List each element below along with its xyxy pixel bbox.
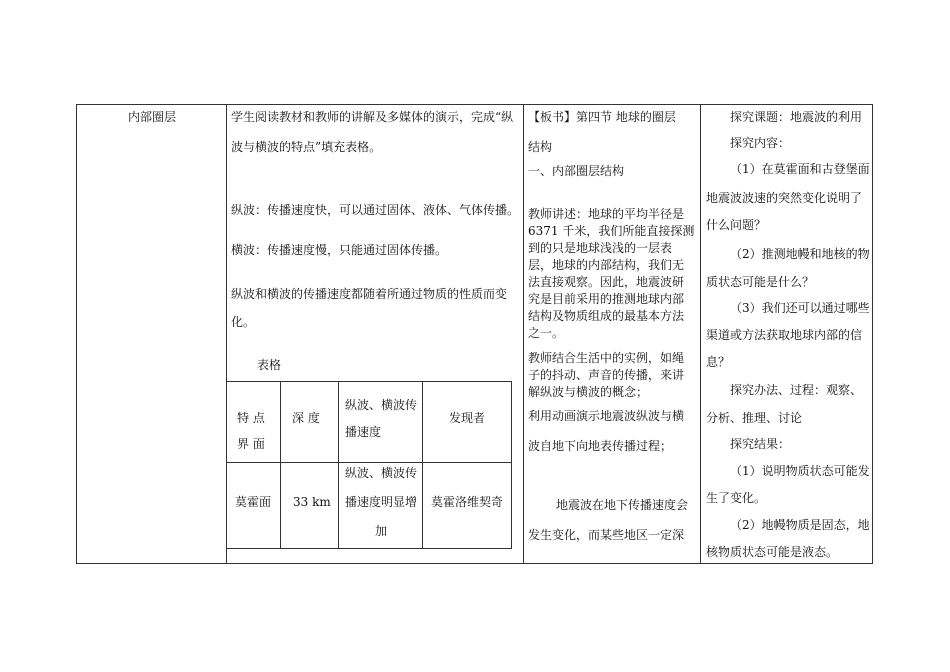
table-border-bottom (76, 563, 873, 564)
col3-line-7: 层，地球的内部结构，我们无 (528, 258, 685, 272)
col4-line-2: 探究内容： (730, 136, 791, 150)
col3-line-15: 利用动画演示地震波纵波与横 (528, 409, 685, 423)
col3-line-4: 教师讲述：地球的平均半径是 (528, 207, 685, 221)
table-cell-speed-1: 纵波、横波传 (345, 466, 418, 480)
col3-line-18: 发生变化，而某些地区一定深 (528, 528, 685, 542)
section-heading: 内部圈层 (128, 110, 177, 124)
col2-line-6: 化。 (231, 315, 256, 329)
table-cell-discoverer: 莫霍洛维契奇 (431, 495, 504, 509)
inner-table-bottom (226, 548, 512, 549)
col4-line-1: 探究课题：地震波的利用 (730, 110, 863, 124)
table-caption: 表格 (257, 358, 282, 372)
column-divider-3 (700, 104, 701, 564)
table-header-speed-1: 纵波、横波传 (345, 398, 418, 412)
inner-table-col-1 (280, 381, 281, 549)
col3-line-2: 结构 (528, 140, 553, 154)
col4-line-15: 生了变化。 (706, 491, 767, 505)
col4-line-4: 地震波波速的突然变化说明了 (706, 191, 863, 205)
col4-line-5: 什么问题？ (706, 218, 767, 232)
col2-line-4: 横波：传播速度慢，只能通过固体传播。 (231, 243, 448, 257)
col2-line-1: 学生阅读教材和教师的讲解及多媒体的演示，完成“纵 (231, 110, 514, 124)
col3-line-13: 子的抖动、声音的传播，来讲 (528, 368, 685, 382)
col4-line-13: 探究结果： (730, 437, 791, 451)
col3-line-14: 解纵波与横波的概念； (528, 385, 649, 399)
col3-line-16: 波自地下向地表传播过程； (528, 439, 673, 453)
col4-line-6: （2）推测地幔和地核的物 (730, 247, 870, 261)
col3-line-9: 究是目前采用的推测地球内部 (528, 292, 685, 306)
col3-line-1: 【板书】第四节 地球的圈层 (528, 110, 676, 124)
col3-line-5: 6371 千米，我们所能直接探测 (528, 224, 695, 238)
col4-line-9: 渠道或方法获取地球内部的信 (706, 328, 863, 342)
col4-line-11: 探究办法、过程：观察、 (730, 383, 863, 397)
col4-line-10: 息？ (706, 355, 731, 369)
table-header-feature: 特 点 (237, 411, 265, 425)
col4-line-14: （1）说明物质状态可能发 (730, 464, 870, 478)
col2-line-5: 纵波和横波的传播速度都随着所通过物质的性质而变 (231, 287, 508, 301)
col4-line-17: 核物质状态可能是液态。 (706, 545, 839, 559)
table-cell-interface: 莫霍面 (235, 495, 272, 509)
table-border-top (76, 104, 873, 105)
col3-line-6: 到的只是地球浅浅的一层表 (528, 241, 673, 255)
col3-line-3: 一、内部圈层结构 (528, 164, 625, 178)
table-header-interface: 界 面 (237, 437, 265, 451)
inner-table-top (226, 381, 512, 382)
col4-line-3: （1）在莫霍面和古登堡面 (730, 162, 870, 176)
col3-line-8: 法直接观察。因此，地震波研 (528, 275, 685, 289)
col4-line-7: 质状态可能是什么？ (706, 275, 815, 289)
col3-line-11: 之一。 (528, 326, 565, 340)
col2-line-3: 纵波：传播速度快，可以通过固体、液体、气体传播。 (231, 203, 520, 217)
col2-line-2: 波与横波的特点”填充表格。 (231, 140, 382, 154)
inner-table-right (511, 381, 512, 549)
table-cell-depth: 33 km (293, 495, 331, 509)
table-header-depth: 深 度 (292, 411, 320, 425)
col4-line-12: 分析、推理、讨论 (706, 411, 803, 425)
inner-table-col-3 (422, 381, 423, 549)
table-header-discoverer: 发现者 (449, 411, 486, 425)
inner-table-col-2 (338, 381, 339, 549)
table-border-left (76, 104, 77, 564)
column-divider-1 (226, 104, 227, 564)
col3-line-17: 地震波在地下传播速度会 (556, 498, 689, 512)
table-border-right (872, 104, 873, 564)
col3-line-10: 结构及物质组成的最基本方法 (528, 309, 685, 323)
col4-line-16: （2）地幔物质是固态，地 (730, 518, 870, 532)
table-cell-speed-3: 加 (375, 524, 388, 538)
col3-line-12: 教师结合生活中的实例，如绳 (528, 351, 685, 365)
inner-table-mid (226, 462, 512, 463)
column-divider-2 (523, 104, 524, 564)
table-header-speed-2: 播速度 (345, 425, 382, 439)
table-cell-speed-2: 播速度明显增 (345, 495, 418, 509)
col4-line-8: （3）我们还可以通过哪些 (730, 301, 870, 315)
